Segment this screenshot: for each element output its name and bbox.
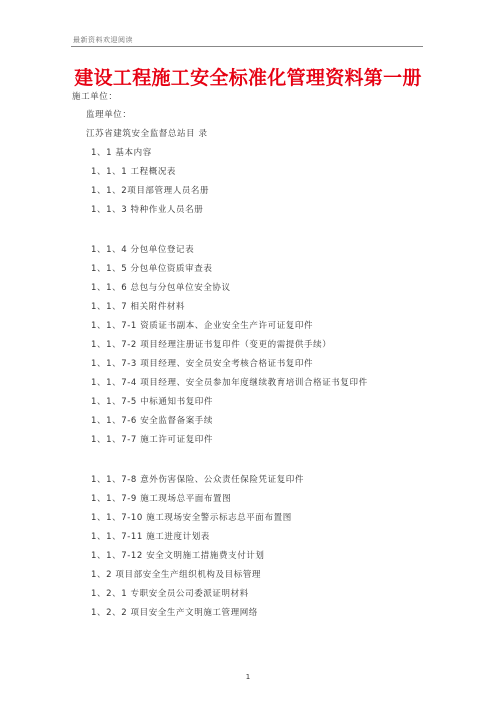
text-line: 1、1、7 相关附件材料 — [91, 302, 186, 312]
text-line: 1、1、7-1 资质证书副本、企业安全生产许可证复印件 — [91, 321, 314, 331]
text-line: 1、1、7-11 施工进度计划表 — [91, 532, 210, 542]
text-line: 1、1、7-3 项目经理、安全员安全考核合格证书复印件 — [91, 359, 314, 369]
text-line: 1、1、7-10 施工现场安全警示标志总平面布置图 — [91, 513, 292, 523]
text-line: 1、1、7-6 安全监督备案手续 — [91, 416, 214, 426]
text-line: 1、1、6 总包与分包单位安全协议 — [91, 283, 231, 293]
text-line: 1、1、7-8 意外伤害保险、公众责任保险凭证复印件 — [91, 475, 305, 485]
text-line: 1、2、2 项目安全生产文明施工管理网络 — [91, 608, 258, 618]
text-line: 1、1、4 分包单位登记表 — [91, 245, 195, 255]
text-line: 监理单位： — [86, 110, 132, 120]
header-divider — [71, 46, 423, 47]
text-line: 1、1、3 特种作业人员名册 — [91, 205, 204, 215]
text-line: 江苏省建筑安全监督总站目 录 — [86, 129, 208, 139]
text-line: 1、1、7-7 施工许可证复印件 — [91, 435, 214, 445]
text-line: 1、1、5 分包单位资质审查表 — [91, 264, 213, 274]
text-line: 1、1 基本内容 — [91, 148, 152, 158]
text-line: 1、1、7-2 项目经理注册证书复印件（变更的需提供手续） — [91, 340, 332, 350]
text-line: 施工单位： — [72, 92, 118, 102]
text-line: 1、1、7-12 安全文明施工措施费支付计划 — [91, 551, 265, 561]
document-title: 建设工程施工安全标准化管理资料第一册 — [74, 67, 422, 89]
text-line: 1、2 项目部安全生产组织机构及目标管理 — [91, 570, 262, 580]
text-line: 1、1、7-4 项目经理、安全员参加年度继续教育培训合格证书复印件 — [91, 378, 368, 388]
page-number: 1 — [245, 673, 251, 681]
text-line: 1、2、1 专职安全员公司委派证明材料 — [91, 589, 249, 599]
text-line: 1、1、7-5 中标通知书复印件 — [91, 397, 214, 407]
text-line: 1、1、1 工程概况表 — [91, 167, 177, 177]
page-header: 最新资料欢迎阅读 — [73, 36, 133, 44]
text-line: 1、1、2项目部管理人员名册 — [91, 186, 210, 196]
text-line: 1、1、7-9 施工现场总平面布置图 — [91, 494, 232, 504]
